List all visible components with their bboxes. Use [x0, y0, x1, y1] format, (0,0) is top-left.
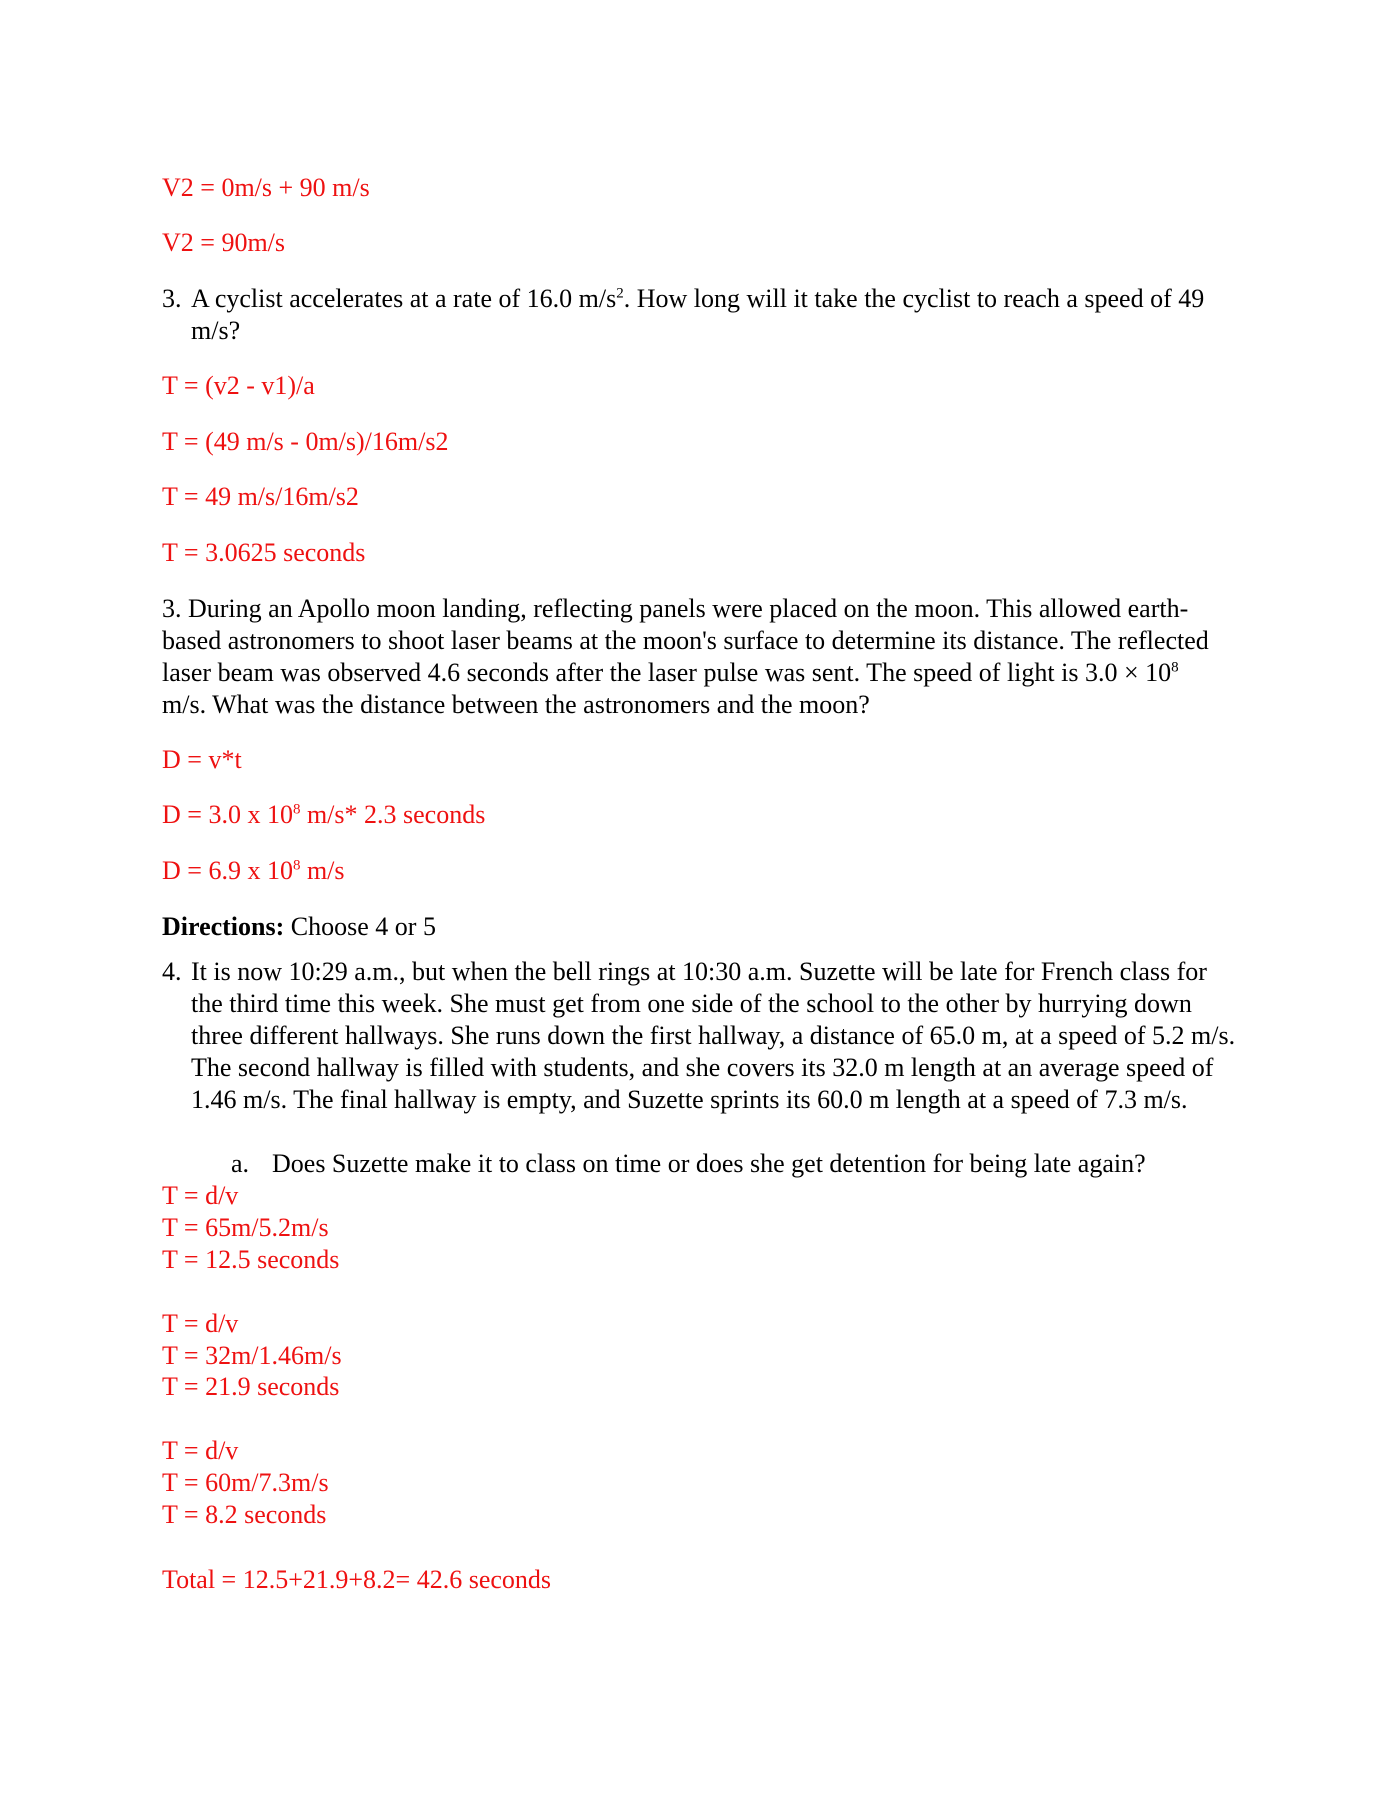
answer-line: V2 = 0m/s + 90 m/s: [162, 173, 370, 202]
answer-line: T = 8.2 seconds: [162, 1500, 327, 1529]
answer-line: T = d/v: [162, 1309, 239, 1338]
answer-line: D = 6.9 x $10^8$ m/s: [162, 856, 345, 885]
answer-line: T = 21.9 seconds: [162, 1372, 340, 1401]
question-text: It is now 10:29 a.m., but when the bell rings at 10:30 a.m. Suzette will be late for French class for the third time this week. She must get from one side of the school to the other by hurrying down three different hallways. She runs down the first hallway, a distance of 65.0 m, at a speed of 5.2 m/s. The second hallway is filled with students, and she covers its 32.0 m length at an average speed of 1.46 m/s. The final hallway is empty, and Suzette sprints its 60.0 m length at a speed of 7.3 m/s.: [191, 957, 1236, 1114]
sub-question-label: a.: [231, 1149, 250, 1178]
question-text: A cyclist accelerates at a rate of 16.0 $m/s^2$. How long will it take the cyclist to reach a speed of 49 m/s?: [191, 284, 1205, 345]
answer-line: T = d/v: [162, 1181, 239, 1210]
answer-line: T = d/v: [162, 1436, 239, 1465]
answer-line: D = v*t: [162, 745, 242, 774]
total-line: Total = 12.5+21.9+8.2= 42.6 seconds: [162, 1565, 552, 1594]
answer-line: T = (v2 - v1)/a: [162, 371, 315, 400]
directions: Directions: Choose 4 or 5: [162, 912, 436, 941]
answer-line: D = 3.0 x $10^8$ m/s* 2.3 seconds: [162, 800, 486, 829]
answer-line: T = 65m/5.2m/s: [162, 1213, 329, 1242]
answer-line: T = 49 m/s/16m/s2: [162, 482, 359, 511]
answer-line: T = 60m/7.3m/s: [162, 1468, 329, 1497]
answer-line: V2 = 90m/s: [162, 228, 286, 257]
sub-question-text: Does Suzette make it to class on time or does she get detention for being late again?: [272, 1149, 1146, 1178]
answer-line: T = (49 m/s - 0m/s)/16m/s2: [162, 427, 449, 456]
question-number: 3.: [162, 284, 182, 313]
answer-line: T = 32m/1.46m/s: [162, 1341, 342, 1370]
answer-line: T = 3.0625 seconds: [162, 538, 366, 567]
question-number: 4.: [162, 957, 182, 986]
answer-line: T = 12.5 seconds: [162, 1245, 340, 1274]
question-text: 3. During an Apollo moon landing, reflecting panels were placed on the moon. This allowed earth-based astronomers to shoot laser beams at the moon's surface to determine its distance. The reflected laser beam was observed 4.6 seconds after the laser pulse was sent. The speed of light is $3.0 \times 10^8$ m/s. What was the distance between the astronomers and the moon?: [162, 594, 1209, 719]
